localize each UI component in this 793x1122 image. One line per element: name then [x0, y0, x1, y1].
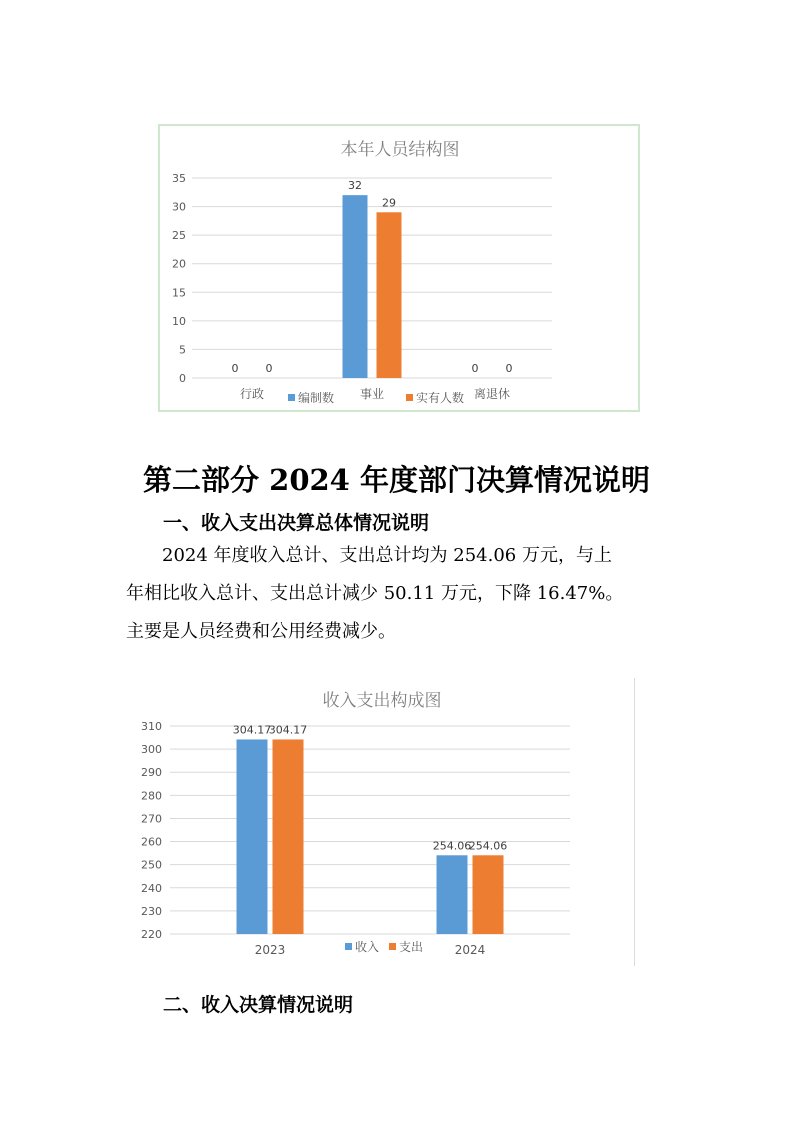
legend-swatch [406, 394, 413, 401]
chart-title: 本年人员结构图 [340, 140, 460, 160]
bar [273, 739, 304, 934]
chart-title: 收入支出构成图 [322, 691, 442, 711]
paragraph-line: 年相比收入总计、支出总计减少 50.11 万元，下降 16.47%。 [126, 583, 624, 604]
y-tick-label: 0 [179, 372, 186, 385]
x-category-label: 2024 [454, 943, 486, 957]
y-tick-label: 290 [141, 766, 162, 780]
bar [473, 855, 504, 934]
legend-swatch [345, 943, 352, 950]
y-tick-label: 270 [141, 812, 162, 826]
x-category-label: 行政 [239, 387, 265, 401]
income-expense-chart-svg [120, 678, 634, 966]
y-tick-label: 5 [179, 343, 186, 357]
y-tick-label: 20 [172, 257, 186, 271]
data-label: 0 [505, 362, 513, 375]
legend-label: 收入 [355, 940, 380, 954]
y-tick-label: 30 [172, 200, 186, 214]
y-tick-label: 230 [141, 904, 162, 918]
section-one-heading: 一、收入支出决算总体情况说明 [163, 512, 430, 534]
data-label: 32 [348, 179, 362, 193]
y-tick-label: 220 [141, 928, 162, 941]
legend-swatch [288, 394, 295, 401]
y-tick-label: 35 [172, 172, 186, 185]
bar [377, 212, 402, 378]
personnel-structure-chart [158, 124, 640, 412]
personnel-structure-chart-svg [160, 126, 638, 410]
data-label: 254.06 [468, 839, 508, 853]
section-two-heading: 二、收入决算情况说明 [163, 994, 354, 1016]
x-category-label: 2023 [254, 943, 286, 957]
data-label: 0 [265, 362, 273, 375]
legend-swatch [389, 943, 396, 950]
x-category-label: 离退休 [473, 387, 511, 401]
paragraph-line: 主要是人员经费和公用经费减少。 [126, 621, 396, 642]
data-label: 29 [382, 196, 396, 210]
bar [343, 195, 368, 378]
y-tick-label: 280 [141, 789, 162, 803]
part-two-heading: 第二部分 2024 年度部门决算情况说明 [143, 463, 650, 497]
bar [237, 739, 268, 934]
income-expense-chart [120, 678, 635, 966]
data-label: 304.17 [232, 723, 272, 737]
y-tick-label: 300 [141, 743, 162, 757]
data-label: 304.17 [268, 723, 308, 737]
y-tick-label: 240 [141, 881, 162, 895]
x-category-label: 事业 [359, 387, 385, 401]
legend-label: 支出 [399, 940, 424, 954]
y-tick-label: 10 [172, 314, 186, 328]
y-tick-label: 250 [141, 858, 162, 872]
y-tick-label: 15 [172, 286, 186, 300]
legend-label: 编制数 [298, 391, 335, 405]
y-tick-label: 25 [172, 229, 186, 243]
legend-label: 实有人数 [416, 391, 465, 405]
data-label: 0 [231, 362, 239, 375]
bar [437, 855, 468, 934]
y-tick-label: 260 [141, 835, 162, 849]
data-label: 0 [471, 362, 479, 375]
paragraph-line: 2024 年度收入总计、支出总计均为 254.06 万元，与上 [162, 545, 612, 566]
section-one-paragraph [126, 537, 686, 651]
y-tick-label: 310 [141, 720, 162, 733]
data-label: 254.06 [432, 839, 472, 853]
